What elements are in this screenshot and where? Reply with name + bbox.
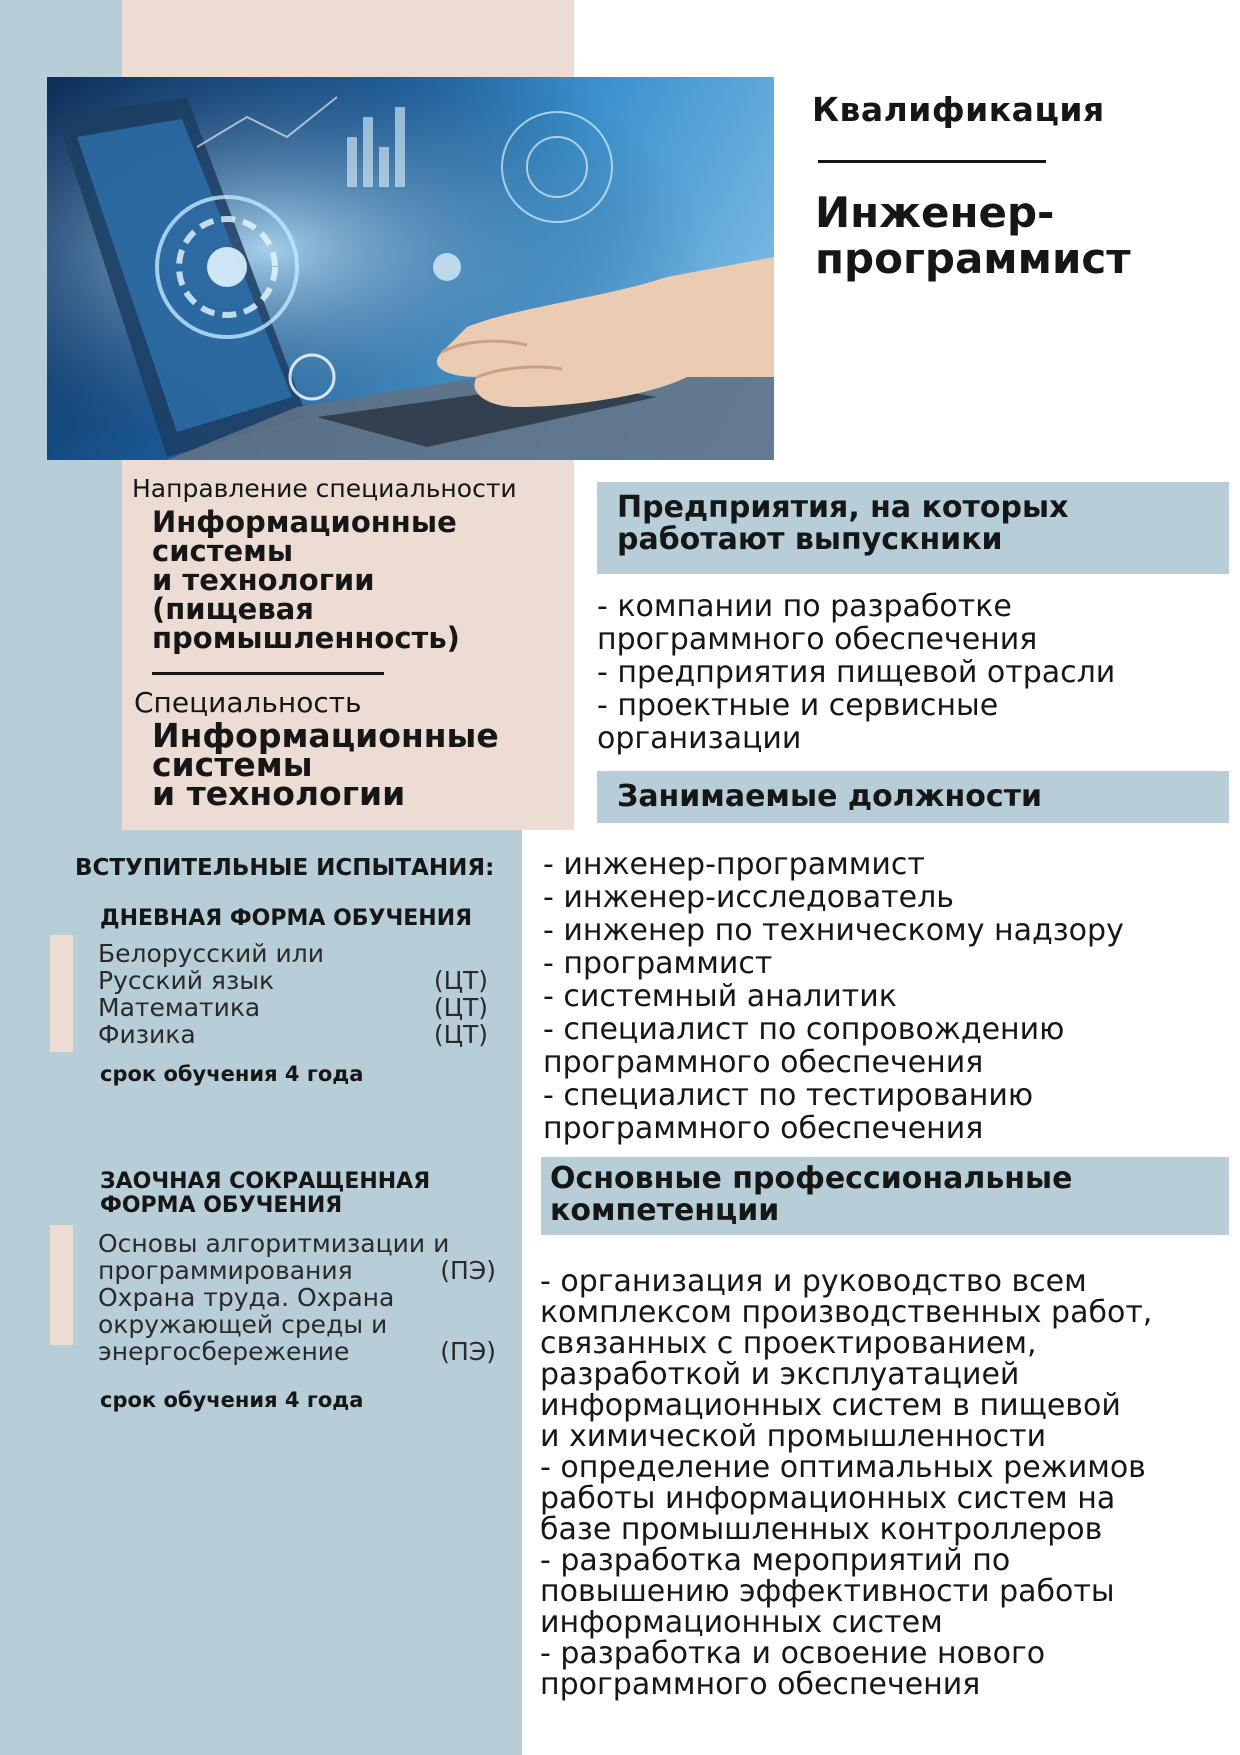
subject-exam: (ПЭ) <box>440 1337 496 1366</box>
subject-row <box>98 1284 496 1311</box>
laptop-hologram-photo <box>47 77 774 460</box>
list-item: - программист <box>543 946 773 981</box>
subject-name: энергосбережение <box>98 1337 350 1366</box>
direction-divider <box>152 672 384 675</box>
list-item: - организация и руководство всем комплексом производственных работ, связанных с проектированием, разработкой и эксплуатацией информационных систем в пищевой и химической промышленности <box>540 1264 1153 1454</box>
subject-exam: (ЦТ) <box>433 993 488 1022</box>
subject-row <box>98 1230 496 1257</box>
qualification-label: Квалификация <box>812 90 1105 129</box>
parttime-form-title: ЗАОЧНАЯ СОКРАЩЕННАЯ ФОРМА ОБУЧЕНИЯ <box>100 1169 431 1218</box>
parttime-subjects <box>98 1230 498 1365</box>
subject-name: Основы алгоритмизации и <box>98 1229 450 1258</box>
positions-title: Занимаемые должности <box>617 779 1043 814</box>
list-item: - инженер-исследователь <box>543 880 954 915</box>
entrance-exams-title: ВСТУПИТЕЛЬНЫЕ ИСПЫТАНИЯ: <box>75 855 495 881</box>
subject-name: Белорусский или <box>98 939 324 968</box>
specialty-value: Информационные системы и технологии <box>152 716 499 813</box>
list-item: - разработка мероприятий по повышению эффективности работы информационных систем <box>540 1543 1115 1640</box>
parttime-term: срок обучения 4 года <box>100 1388 364 1412</box>
fulltime-subjects <box>98 940 498 1048</box>
list-item: - проектные и сервисные организации <box>597 688 999 756</box>
subject-name: Физика <box>98 1020 196 1049</box>
competences-list <box>540 1266 1152 1700</box>
list-item: - специалист по сопровождению программного обеспечения <box>543 1012 1065 1080</box>
subject-name: Русский язык <box>98 966 275 995</box>
subject-name: Математика <box>98 993 261 1022</box>
direction-value: Информационные системы и технологии (пищевая промышленность) <box>152 505 460 655</box>
enterprises-title: Предприятия, на которых работают выпускники <box>617 490 1069 557</box>
specialty-label: Специальность <box>134 686 362 719</box>
subject-exam: (ЦТ) <box>433 1020 488 1049</box>
direction-label: Направление специальности <box>132 474 517 503</box>
subject-name: окружающей среды и <box>98 1310 388 1339</box>
list-item: - компании по разработке программного обеспечения <box>597 589 1038 657</box>
list-item: - разработка и освоение нового программного обеспечения <box>540 1636 1046 1702</box>
fulltime-marker <box>50 935 73 1052</box>
qualification-divider <box>818 160 1046 163</box>
list-item: - специалист по тестированию программного обеспечения <box>543 1078 1034 1146</box>
list-item: - системный аналитик <box>543 979 897 1014</box>
subject-exam: (ПЭ) <box>440 1256 496 1285</box>
list-item: - инженер-программист <box>543 847 925 882</box>
subject-row <box>98 940 488 967</box>
subject-name: программирования <box>98 1256 353 1285</box>
list-item: - предприятия пищевой отрасли <box>597 655 1116 690</box>
subject-row <box>98 1021 488 1048</box>
subject-name: Охрана труда. Охрана <box>98 1283 395 1312</box>
fulltime-form-title: ДНЕВНАЯ ФОРМА ОБУЧЕНИЯ <box>100 906 473 931</box>
enterprises-list <box>597 590 1115 755</box>
subject-row <box>98 1311 496 1338</box>
competences-title: Основные профессиональные компетенции <box>550 1161 1073 1228</box>
list-item: - определение оптимальных режимов работы информационных систем на базе промышленных контроллеров <box>540 1450 1146 1547</box>
subject-row <box>98 1338 496 1365</box>
subject-row <box>98 967 488 994</box>
qualification-value: Инженер- программист <box>815 188 1131 283</box>
fulltime-term: срок обучения 4 года <box>100 1062 364 1086</box>
subject-exam: (ЦТ) <box>433 966 488 995</box>
positions-list <box>543 848 1124 1145</box>
parttime-marker <box>50 1225 73 1345</box>
subject-row <box>98 1257 496 1284</box>
list-item: - инженер по техническому надзору <box>543 913 1124 948</box>
subject-row <box>98 994 488 1021</box>
